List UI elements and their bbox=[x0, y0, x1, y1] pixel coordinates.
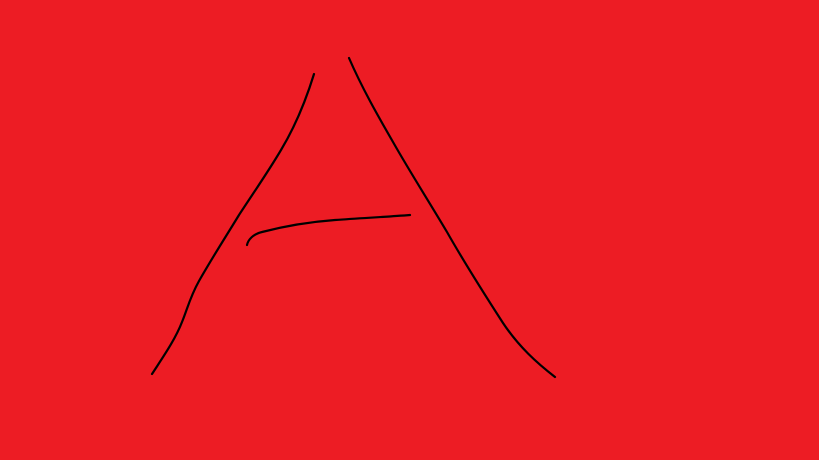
letter-a-crossbar bbox=[247, 215, 410, 245]
letter-a-left-stroke bbox=[152, 74, 314, 374]
